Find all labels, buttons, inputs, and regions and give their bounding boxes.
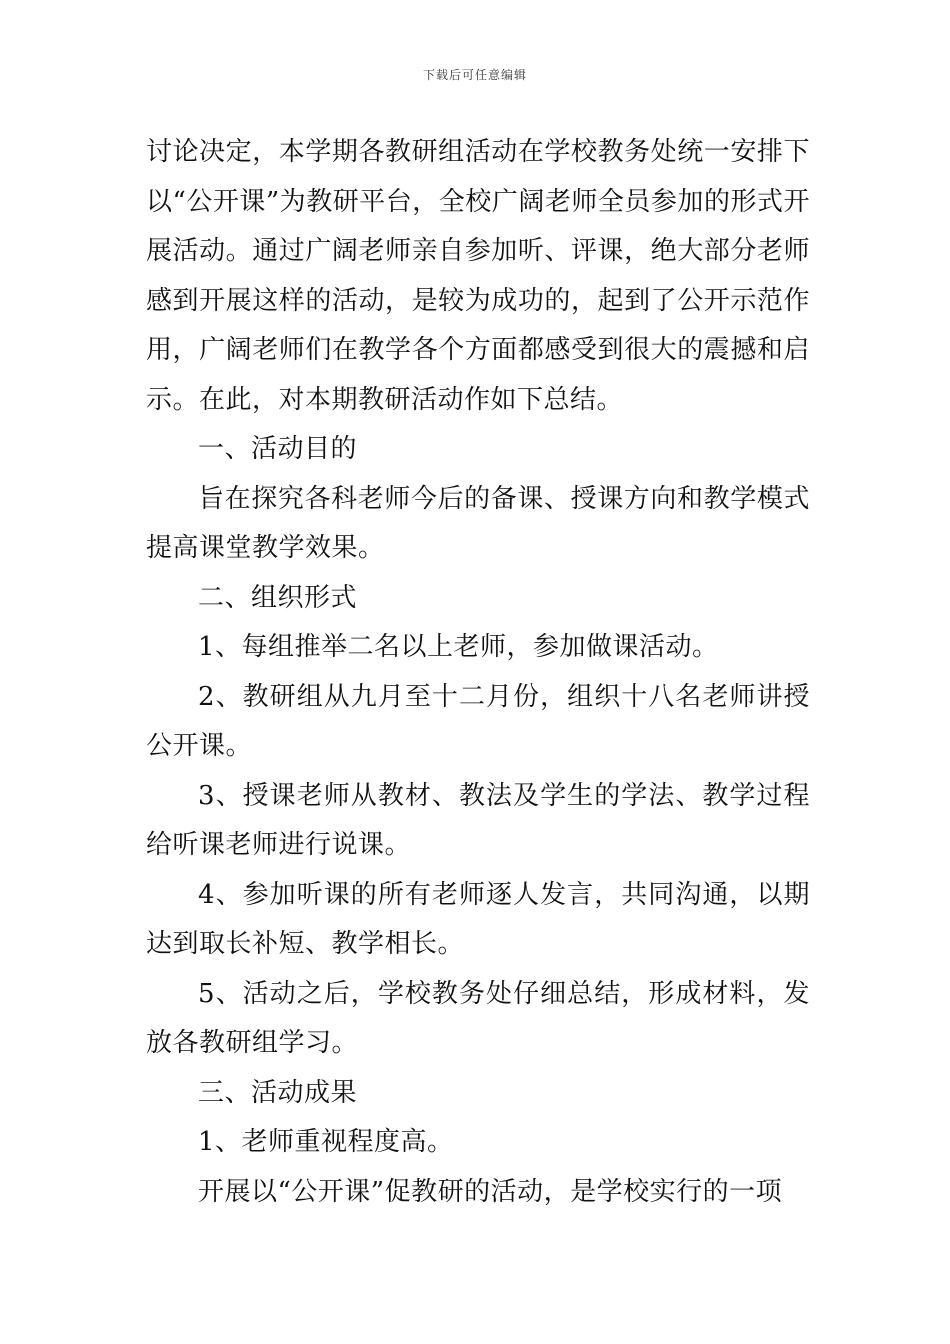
list-item-organization-3: 3、授课老师从教材、教法及学生的学法、教学过程给听课老师进行说课。 (146, 780, 810, 860)
list-item-results-1: 1、老师重视程度高。 (198, 1127, 454, 1157)
list-item-organization-1: 1、每组推举二名以上老师，参加做课活动。 (198, 632, 719, 662)
list-item-organization-4: 4、参加听课的所有老师逐人发言，共同沟通，以期达到取长补短、教学相长。 (146, 879, 810, 959)
paragraph-intro: 讨论决定，本学期各教研组活动在学校教务处统一安排下以“公开课”为教研平台，全校广阔老师全员参加的形式开展活动。通过广阔老师亲自参加听、评课，绝大部分老师感到开展这样的活动，是较为成功的，起到了公开示范作用，广阔老师们在教学各个方面都感受到很大的震撼和启示。在此，对本期教研活动作如下总结。 (146, 137, 810, 415)
section-heading-purpose: 一、活动目的 (198, 434, 358, 464)
document-body (146, 128, 810, 1217)
section-heading-results: 三、活动成果 (198, 1077, 358, 1108)
list-item-organization-2: 2、教研组从九月至十二月份，组织十八名老师讲授公开课。 (146, 681, 810, 761)
list-item-organization-5: 5、活动之后，学校教务处仔细总结，形成材料，发放各教研组学习。 (146, 978, 810, 1058)
paragraph-purpose: 旨在探究各科老师今后的备课、授课方向和教学模式提高课堂教学效果。 (146, 483, 810, 563)
section-heading-organization: 二、组织形式 (198, 582, 358, 613)
page-header-note: 下载后可任意编辑 (422, 68, 527, 82)
paragraph-results-detail: 开展以“公开课”促教研的活动，是学校实行的一项 (198, 1176, 783, 1207)
